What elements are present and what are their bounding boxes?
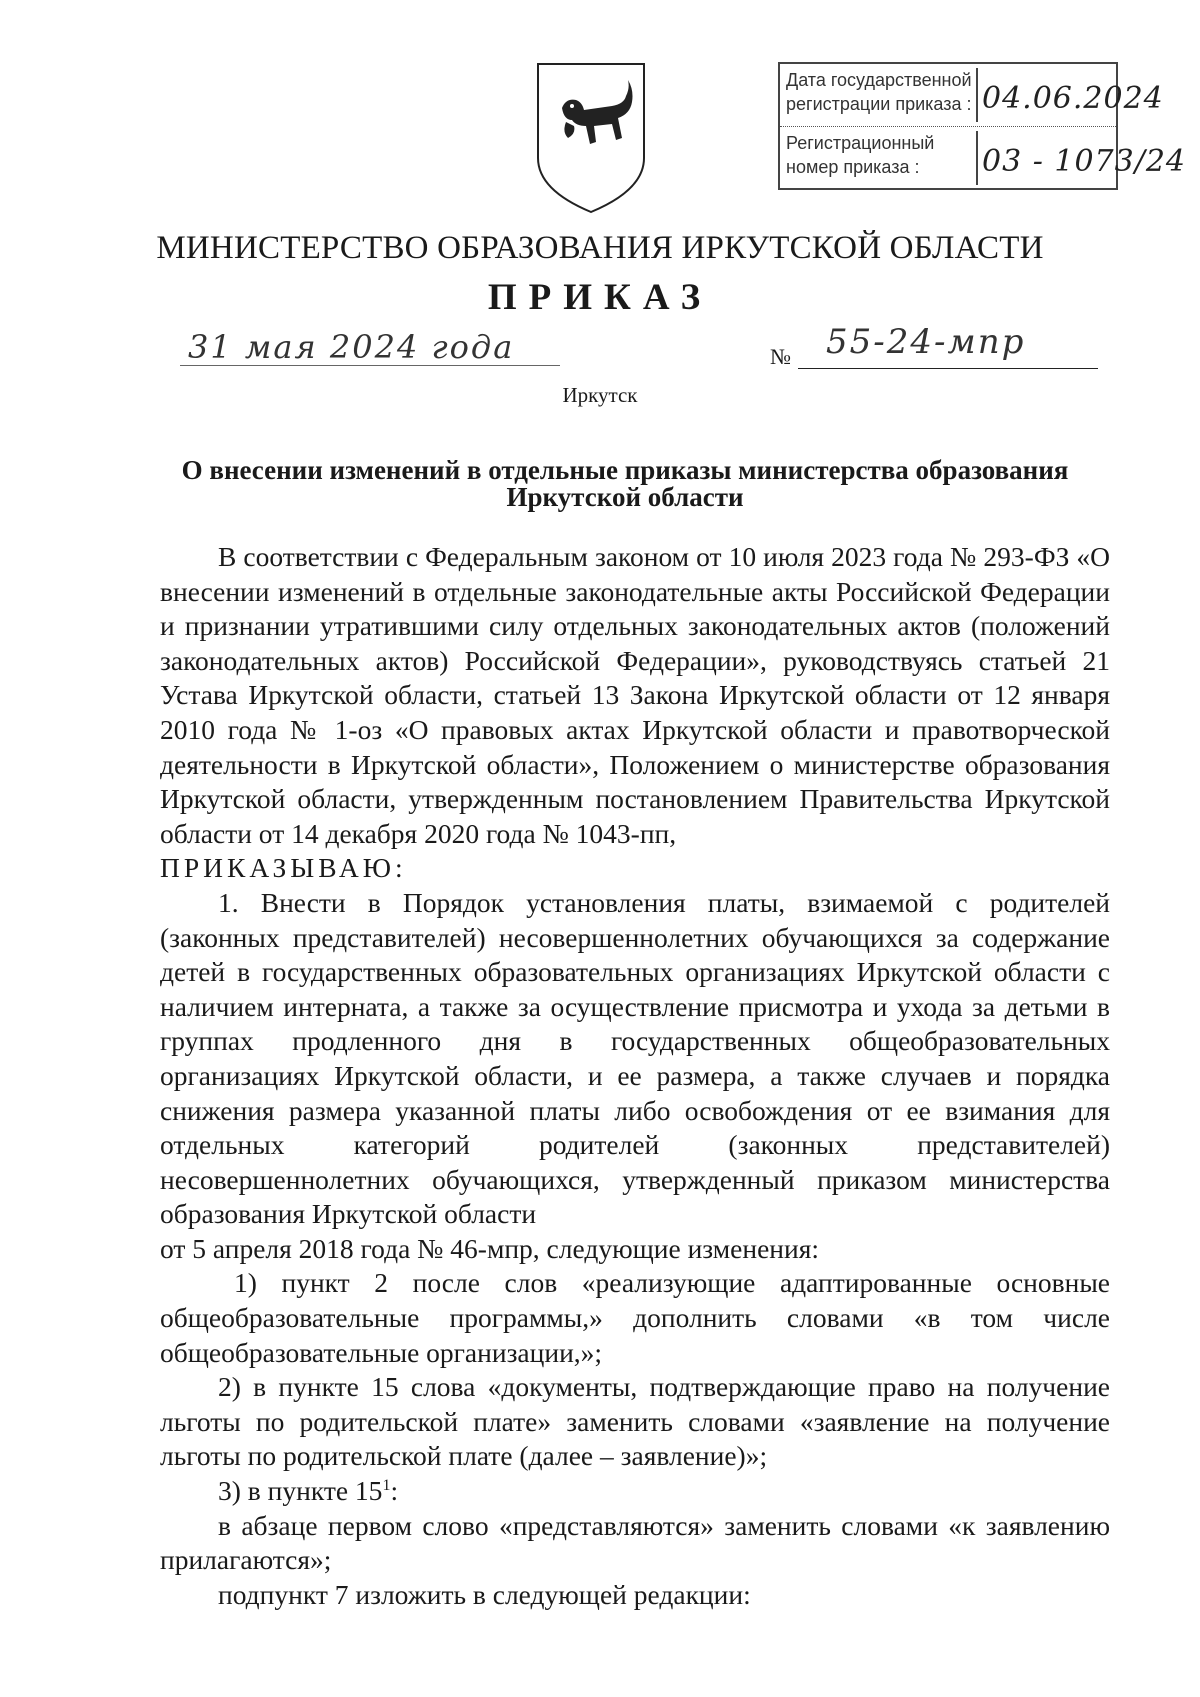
document-body xyxy=(160,540,1110,1612)
registration-number-label: Регистрационный номер приказа : xyxy=(786,131,978,185)
subitem-3-suffix: : xyxy=(390,1475,399,1507)
document-type: ПРИКАЗ xyxy=(487,277,713,318)
registration-date-value: 04.06.2024 xyxy=(982,81,1164,116)
date-underline xyxy=(180,365,560,366)
registration-stamp xyxy=(778,62,1187,190)
registration-number-row xyxy=(780,127,1187,189)
city: Иркутск xyxy=(562,383,638,407)
subitem-3-prefix: 3) в пункте 15 xyxy=(218,1475,383,1507)
document-title: О внесении изменений в отдельные приказы министерства образования Иркутской области xyxy=(181,455,1069,512)
registration-number-value: 03 - 1073/24 xyxy=(982,144,1187,179)
subitem-3-para-2: подпункт 7 изложить в следующей редакции: xyxy=(218,1578,751,1610)
preamble-paragraph: В соответствии с Федеральным законом от 10 июля 2023 года № 293-ФЗ «О внесении изменений в отдельные законодательные акты Российской Федерации и признании утратившими силу отдельных законодательных актов (положений законодательных актов) Российской Федерации», руководствуясь статьей 21 Устава Иркутской области, статьей 13 Закона Иркутской области от 12 января 2010 года № 1-оз «О правовых актах Иркутской области и правотворческой деятельности в Иркутской области», Положением о министерстве образования Иркутской области, утвержденным постановлением Правительства Иркутской области от 14 декабря 2020 года № 1043-пп, xyxy=(160,541,1110,849)
registration-date-label: Дата государственной регистрации приказа : xyxy=(786,68,978,122)
order-word: ПРИКАЗЫВАЮ: xyxy=(160,852,407,884)
ministry-name: МИНИСТЕРСТВО ОБРАЗОВАНИЯ ИРКУТСКОЙ ОБЛАСТИ xyxy=(156,230,1044,266)
registration-date-row xyxy=(780,64,1164,127)
order-number: 55-24-мпр xyxy=(826,322,1026,362)
subitem-3-paragraph xyxy=(160,1474,1110,1509)
item-1-text: 1. Внести в Порядок установления платы, взимаемой с родителей (законных представителей) несовершеннолетних обучающихся за содержание детей в государственных образовательных организациях Иркутской области с наличием интерната, а также за осуществление присмотра и ухода за детьми в группах продленного дня в государственных общеобразовательных организациях Иркутской области, и ее размера, а также случаев и порядка снижения размера указанной платы либо освобождения от ее взимания для отдельных категорий родителей (законных представителей) несовершеннолетних обучающихся, утвержденный приказом министерства образования Иркутской области xyxy=(160,886,1110,1230)
signed-date: 31 мая 2024 года xyxy=(188,328,515,366)
subitem-3-superscript: 1 xyxy=(382,1477,391,1495)
number-underline xyxy=(798,368,1098,369)
order-number-field xyxy=(770,322,1100,374)
subitem-2-paragraph: 2) в пункте 15 слова «документы, подтверждающие право на получение льготы по родительской плате» заменить словами «заявление на получение льготы по родительской плате (далее – заявление)»; xyxy=(160,1371,1110,1472)
item-1-paragraph xyxy=(160,886,1110,1267)
subitem-1-paragraph: 1) пункт 2 после слов «реализующие адаптированные основные общеобразовательные программы,» дополнить словами «в том числе общеобразовательные организации,»; xyxy=(160,1267,1110,1368)
subitem-3-para-1: в абзаце первом слово «представляются» заменить словами «к заявлению прилагаются»; xyxy=(160,1509,1110,1576)
coat-of-arms-emblem xyxy=(532,60,650,216)
item-1-end: от 5 апреля 2018 года № 46-мпр, следующие изменения: xyxy=(160,1232,820,1264)
number-sign: № xyxy=(770,344,791,369)
